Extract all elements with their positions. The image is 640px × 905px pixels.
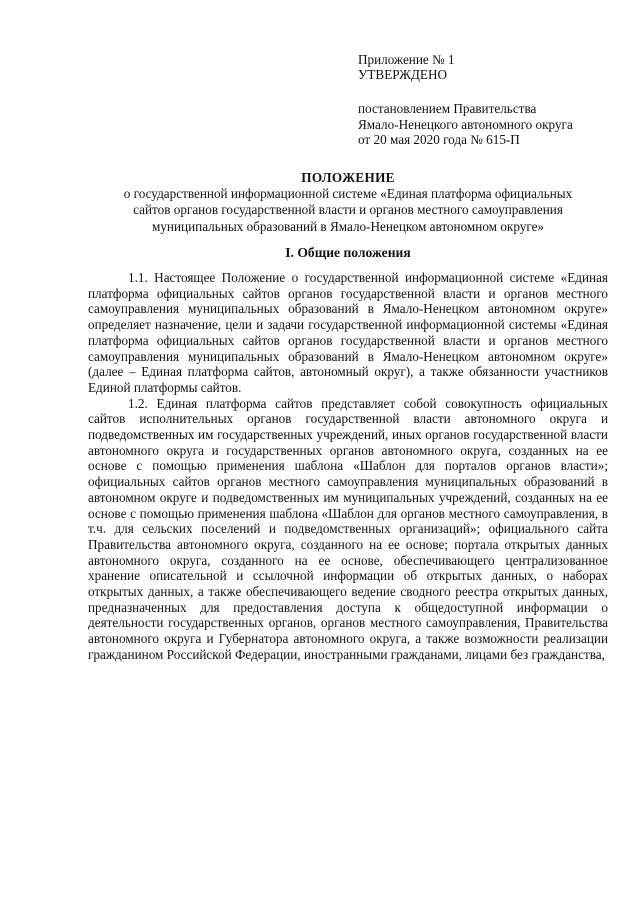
approval-line-2: Ямало-Ненецкого автономного округа xyxy=(358,116,573,132)
approval-stamp xyxy=(358,52,628,147)
annex-label: Приложение № 1 xyxy=(358,52,455,67)
section-heading: I. Общие положения xyxy=(285,245,411,260)
document-title: ПОЛОЖЕНИЕ xyxy=(301,170,395,185)
document-subtitle-line-1: о государственной информационной системе «Единая платформа официальных xyxy=(123,186,573,202)
approval-line-3: от 20 мая 2020 года № 615-П xyxy=(358,131,520,147)
paragraph-1-2: 1.2. Единая платформа сайтов представляет собой совокупность официальных сайтов исполнительных органов государственной власти автономного округа и подведомственных им государственных учреждений, иных органов государственной власти автономного округа и государственных органов автономного округа, созданных на ее основе с помощью применения шаблона «Шаблон для порталов органов власти»; официальных сайтов органов местного самоуправления муниципальных образований в автономном округе и подведомственных им муниципальных учреждений, созданных на ее основе с помощью применения шаблона «Шаблон для органов местного самоуправления, в т.ч. для сельских поселений и подведомственных организаций»; официального сайта Правительства автономного округа, созданного на ее основе; портала открытых данных автономного округа, созданного на ее основе, обеспечивающего централизованное хранение описательной и ссылочной информации об открытых данных, о наборах открытых данных, а также обеспечивающего ведение сводного реестра открытых данных, предназначенных для предоставления доступа к общедоступной информации о деятельности государственных органов, органов местного самоуправления, Правительства автономного округа и Губернатора автономного округа, а также возможности реализации гражданином Российской Федерации, иностранными гражданами, лицами без гражданства, xyxy=(88,395,608,662)
document-body xyxy=(88,270,608,663)
approved-label: УТВЕРЖДЕНО xyxy=(358,67,448,83)
document-subtitle-line-3: муниципальных образований в Ямало-Ненецком автономном округе» xyxy=(151,218,545,234)
approval-line-1: постановлением Правительства xyxy=(358,101,537,117)
document-subtitle-line-2: сайтов органов государственной власти и органов местного самоуправления xyxy=(133,202,563,218)
paragraph-1-1: 1.1. Настоящее Положение о государственной информационной системе «Единая платформа официальных сайтов органов государственной власти и органов местного самоуправления муниципальных образований в Ямало-Ненецком автономном округе» определяет назначение, цели и задачи государственной информационной системы «Единая платформа официальных сайтов органов государственной власти и органов местного самоуправления муниципальных образований в Ямало-Ненецком автономном округе» (далее – Единая платформа сайтов, автономный округ), а также обязанности участников Единой платформы сайтов. xyxy=(88,270,608,395)
document-title-block xyxy=(88,170,608,235)
